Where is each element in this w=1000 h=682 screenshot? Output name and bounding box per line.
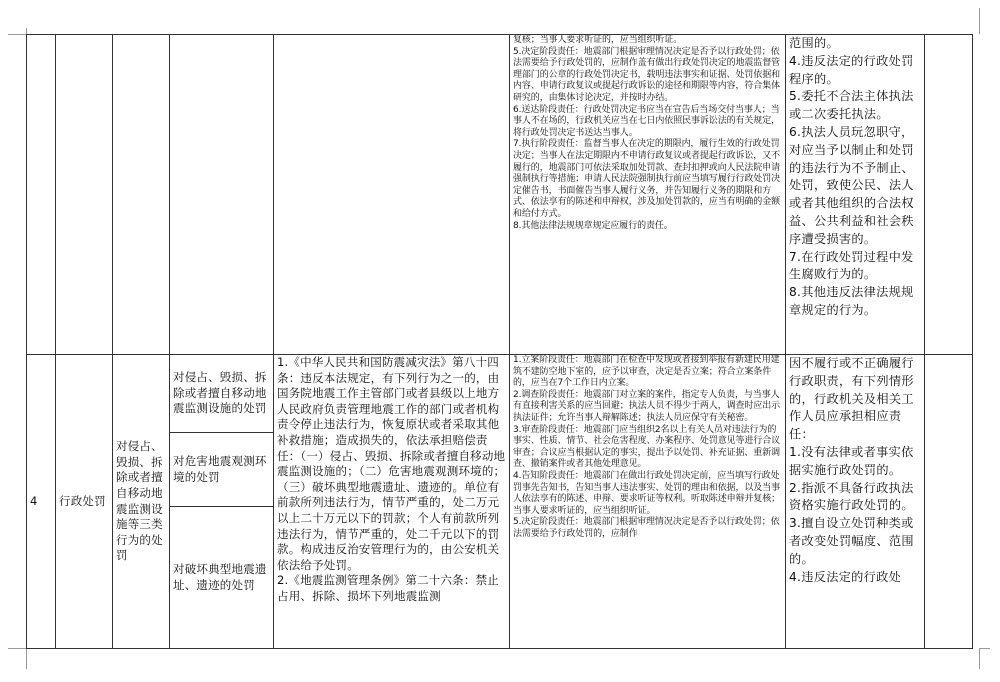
- accountability-paragraph: 7.在行政处罚过程中发生腐败行为的。: [789, 249, 914, 282]
- cell-category: [56, 35, 113, 355]
- accountability-paragraph: 6.执法人员玩忽职守，对应当予以制止和处罚的违法行为不予制止、处罚，致使公民、法人或者其他组织的合法权益、公共利益和社会秩序遭受损害的。: [789, 124, 914, 246]
- accountability-paragraph: 5.委托不合法主体执法或二次委托执法。: [789, 89, 914, 122]
- responsibility-table: [26, 34, 973, 649]
- subitem-title: 对危害地震观测环境的处罚: [173, 453, 267, 484]
- table-row-item-4: [27, 355, 973, 433]
- cell-procedure: [510, 355, 786, 649]
- accountability-paragraph: 3.擅自设立处罚种类或者改变处罚幅度、范围的。: [789, 516, 914, 566]
- item-category: 行政处罚: [59, 493, 106, 508]
- procedure-paragraph: 6.送达阶段责任：行政处罚决定书应当在宣告后当场交付当事人；当事人不在场的，行政机关应当在七日内依照民事诉讼法的有关规定，将行政处罚决定书送达当事人。: [513, 104, 781, 138]
- procedure-paragraph: 2.调查阶段责任：地震部门对立案的案件，指定专人负责，与当事人有直接利害关系的应当回避；执法人员不得少于两人，调查时应出示执法证件；允许当事人辩解陈述；执法人员应保守有关秘密。: [513, 389, 781, 423]
- accountability-paragraph: 4.违反法定的行政处罚程序的。: [789, 53, 914, 86]
- procedure-paragraph: 复核；当事人要求听证的，应当组织听证。: [513, 35, 683, 45]
- cell-number: [27, 355, 56, 649]
- procedure-paragraph: 4.告知阶段责任：地震部门在做出行政处罚决定前，应当填写行政处罚事先告知书，告知当事人违法事实、处罚的理由和依据，以及当事人依法享有的陈述、申辩、要求听证等权利。听取陈述申辩并复核；当事人要求听证的，应当组织听证。: [513, 470, 781, 516]
- procedure-paragraph: 7.执行阶段责任：监督当事人在决定的期限内，履行生效的行政处罚决定；当事人在法定期限内不申请行政复议或者提起行政诉讼，又不履行的，地震部门可依法采取加处罚款、查封扣押或向人民法院申请强制执行等措施；申请人民法院强制执行前应当填写履行行政处罚决定催告书，书面催告当事人履行义务，并告知履行义务的期限和方式、依法享有的陈述和申辩权，涉及加处罚款的，应当有明确的金额和给付方式。: [513, 139, 781, 219]
- accountability-paragraph: 1.没有法律或者事实依据实施行政处罚的。: [789, 444, 914, 477]
- table-row-continuation: [27, 35, 973, 355]
- item-number: 4: [30, 493, 38, 508]
- cell-subitem: [170, 433, 274, 507]
- cell-item: [113, 355, 170, 649]
- accountability-paragraph: 范围的。: [789, 36, 839, 50]
- cell-subitem: [170, 507, 274, 649]
- subitem-title: 对侵占、毁损、拆除或者擅自移动地震监测设施的处罚: [173, 370, 267, 416]
- crop-mark-bottom-right: [979, 648, 990, 669]
- cell-basis: [274, 35, 510, 355]
- crop-mark-top-left: [8, 28, 27, 35]
- procedure-paragraph: 5.决定阶段责任：地震部门根据审理情况决定是否予以行政处罚；依法需要给予行政处罚的，应制作盖有做出行政处罚决定的地震监督管理部门的公章的行政处罚决定书，载明违法事实和证据、处罚依据和内容、申请行政复议或提起行政诉讼的途径和期限等内容，符合集体研究的，由集体讨论决定，并按时办结。: [513, 46, 781, 103]
- crop-mark-bottom-left: [8, 648, 27, 669]
- basis-paragraph: 1.《中华人民共和国防震减灾法》第八十四条：违反本法规定，有下列行为之一的，由国务院地震工作主管部门或者县级以上地方人民政府负责管理地震工作的部门或者机构责令停止违法行为，恢复原状或者采取其他补救措施；造成损失的，依法承担赔偿责任：（一）侵占、毁损、拆除或者擅自移动地震监测设施的；（二）危害地震观测环境的；（三）破坏典型地震遗址、遗迹的。单位有前款所列违法行为，情节严重的，处二万元以上二十万元以下的罚款；个人有前款所列违法行为，情节严重的，处二千元以下的罚款。构成违反治安管理行为的，由公安机关依法给予处罚。: [277, 355, 506, 572]
- procedure-paragraph: 1.立案阶段责任：地震部门在检查中发现或者接到举报有新建民用建筑不建防空地下室的，应予以审查，决定是否立案；符合立案条件的，应当在7个工作日内立案。: [513, 355, 780, 389]
- item-title: 对侵占、毁损、拆除或者擅自移动地震监测设施等三类行为的处罚: [116, 439, 163, 563]
- accountability-paragraph: 4.违反法定的行政处: [789, 569, 902, 584]
- cell-subitem: [170, 355, 274, 433]
- cell-basis: [274, 355, 510, 649]
- procedure-paragraph: 5.决定阶段责任：地震部门根据审理情况决定是否予以行政处罚；依法需要给予行政处罚的，应制作: [513, 517, 780, 539]
- cell-category: [56, 355, 113, 649]
- cell-item: [113, 35, 170, 355]
- crop-mark-top-right: [979, 8, 990, 34]
- cell-procedure: [510, 35, 786, 355]
- basis-paragraph: 2.《地震监测管理条例》第二十六条：禁止占用、拆除、损坏下列地震监测: [277, 573, 499, 603]
- accountability-paragraph: 2.指派不具备行政执法资格实施行政处罚的。: [789, 480, 914, 513]
- accountability-paragraph: 因不履行或不正确履行行政职责，有下列情形的，行政机关及相关工作人员应承担相应责任：: [789, 356, 914, 442]
- cell-remarks: [925, 35, 973, 355]
- cell-accountability: [786, 355, 925, 649]
- cell-number: [27, 35, 56, 355]
- subitem-title: 对破坏典型地震遗址、遗迹的处罚: [173, 561, 267, 592]
- cell-subitem: [170, 35, 274, 355]
- procedure-paragraph: 3.审查阶段责任：地震部门应当组织2名以上有关人员对违法行为的事实、性质、情节、社会危害程度、办案程序、处罚意见等进行合议审查；合议应当根据认定的事实，提出予以处罚、补充证据、重新调查、撤销案件或者其他处理意见。: [513, 424, 781, 470]
- cell-remarks: [925, 355, 973, 649]
- accountability-paragraph: 8.其他违反法律法规规章规定的行为。: [789, 285, 914, 317]
- cell-accountability: [786, 35, 925, 355]
- procedure-paragraph: 8.其他法律法规规章规定应履行的责任。: [513, 220, 673, 231]
